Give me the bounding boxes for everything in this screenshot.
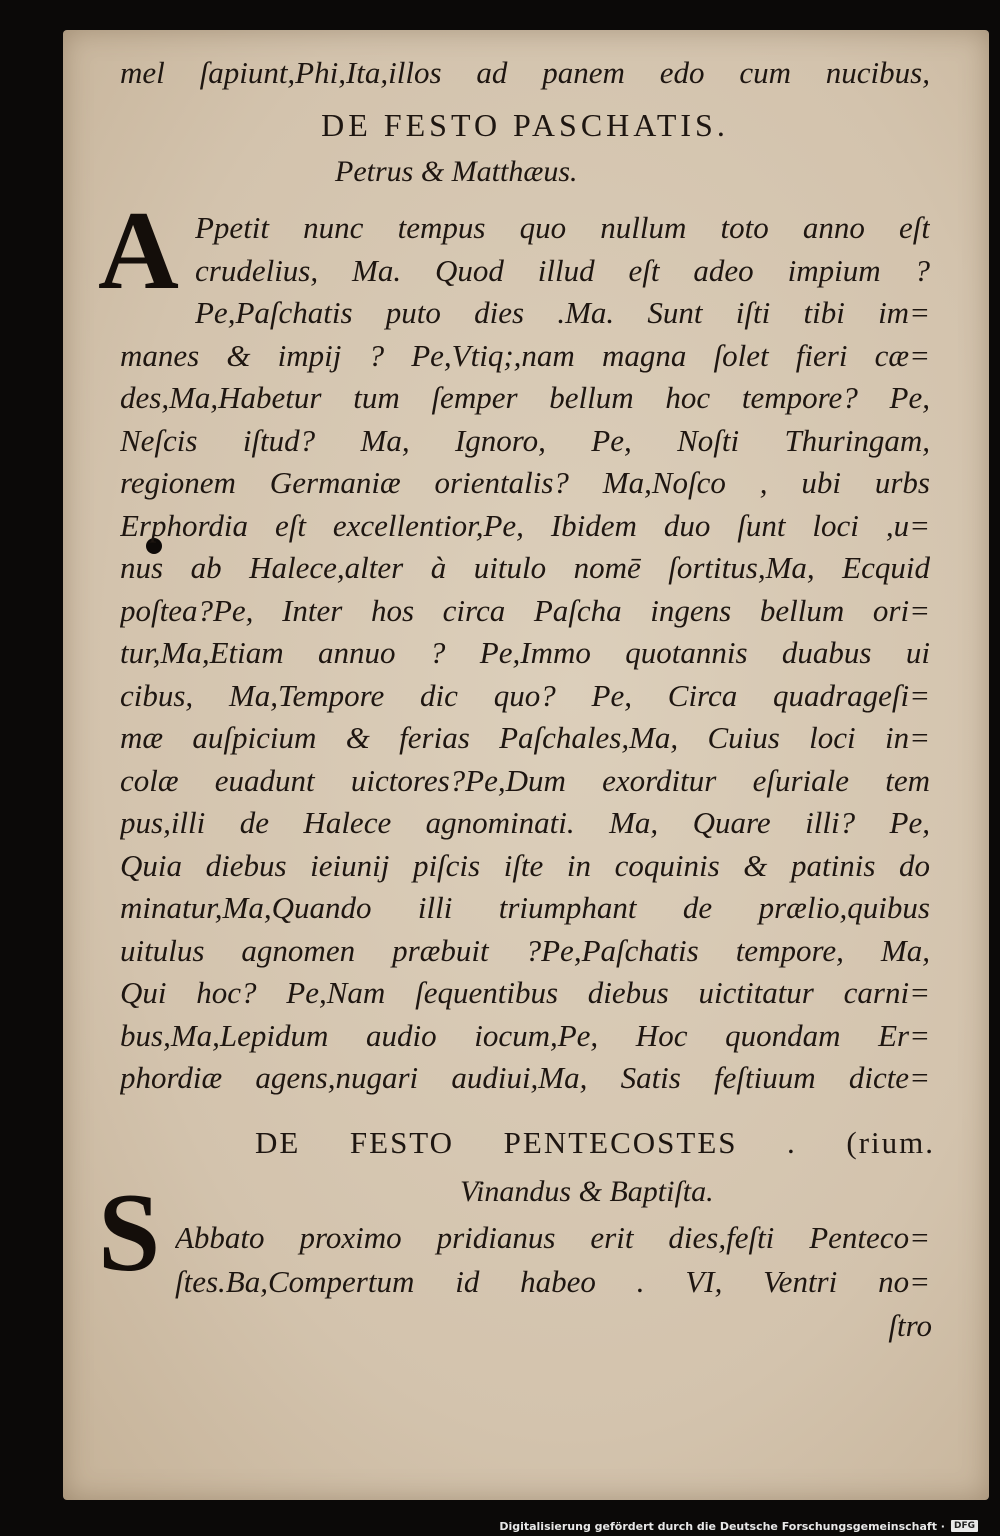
digitization-credit [499, 1519, 978, 1533]
text-line: tur,Ma,Etiam annuo ? Pe,Immo quotannis duabus ui [120, 635, 930, 670]
text-line: mæ auſpicium & ferias Paſchales,Ma, Cuius loci in= [120, 720, 930, 755]
text-line: ſtro [888, 1308, 932, 1343]
text-line: Abbato proximo pridianus erit dies,feſti Penteco= [175, 1220, 930, 1255]
section-title-paschatis: DE FESTO PASCHATIS. [321, 107, 729, 143]
text-line: des,Ma,Habetur tum ſemper bellum hoc tempore? Pe, [120, 380, 930, 415]
text-line: bus,Ma,Lepidum audio iocum,Pe, Hoc quondam Er= [120, 1017, 930, 1053]
text-line: Qui hoc? Pe,Nam ſequentibus diebus uictitatur carni= [120, 975, 930, 1010]
credit-text: Digitalisierung gefördert durch die Deutsche Forschungsgemeinschaft · [499, 1519, 945, 1533]
catchword-rium: (rium. [846, 1125, 936, 1160]
text-line: Ppetit nunc tempus quo nullum toto anno eſt [195, 210, 930, 245]
speakers-pentecostes: Vinandus & Baptiſta. [460, 1175, 714, 1208]
text-line: minatur,Ma,Quando illi triumphant de prælio,quibus [120, 890, 930, 925]
text-line: uitulus agnomen præbuit ?Pe,Paſchatis tempore, Ma, [120, 932, 930, 968]
section-title-pentecostes-text: DE FESTO PENTECOSTES . [255, 1125, 797, 1160]
text-line: nus ab Halece,alter à uitulo nomē ſortitus,Ma, Ecquid [120, 550, 930, 585]
text-line: Erphordia eſt excellentior,Pe, Ibidem duo ſunt loci ,u= [120, 507, 930, 543]
text-line: ſtes.Ba,Compertum id habeo . VI, Ventri no= [175, 1264, 930, 1299]
text-line: Quia diebus ieiunij piſcis iſte in coquinis & patinis do [120, 847, 930, 883]
text-line: colæ euadunt uictores?Pe,Dum exorditur eſuriale tem [120, 762, 930, 798]
text-line: Neſcis iſtud? Ma, Ignoro, Pe, Noſti Thuringam, [120, 422, 930, 458]
text-line: cibus, Ma,Tempore dic quo? Pe, Circa quadrageſi= [120, 677, 930, 713]
dfg-logo-icon: DFG [951, 1520, 978, 1532]
text-line: regionem Germaniæ orientalis? Ma,Noſco , ubi urbs [120, 465, 930, 500]
text-line: Pe,Paſchatis puto dies .Ma. Sunt iſti tibi im= [195, 295, 930, 330]
speakers-paschatis: Petrus & Matthæus. [335, 155, 578, 188]
running-line: mel ſapiunt,Phi,Ita,illos ad panem edo cum nucibus, [120, 55, 930, 90]
text-line: manes & impij ? Pe,Vtiq;,nam magna ſolet fieri cæ= [120, 337, 930, 373]
text-line: phordiæ agens,nugari audiui,Ma, Satis feſtiuum dicte= [120, 1060, 930, 1095]
section-title-pentecostes [255, 1125, 935, 1161]
dropcap-s: S [98, 1171, 161, 1295]
text-line: poſtea?Pe, Inter hos circa Paſcha ingens bellum ori= [120, 592, 930, 628]
dropcap-a: A [98, 189, 179, 313]
text-line: pus,illi de Halece agnominati. Ma, Quare illi? Pe, [120, 805, 930, 840]
text-line: crudelius, Ma. Quod illud eſt adeo impium ? [195, 252, 930, 288]
